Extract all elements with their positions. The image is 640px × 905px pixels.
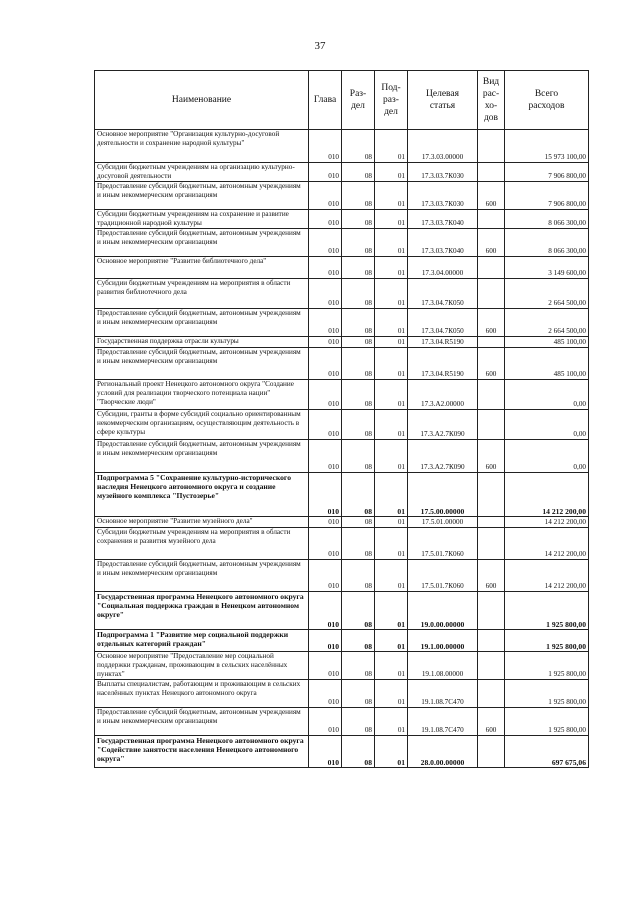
cell-glava: 010 bbox=[309, 592, 342, 630]
cell-name: Региональный проект Ненецкого автономного округа "Создание условий для реализации творческого потенциала нации" "Творческие люди" bbox=[95, 380, 309, 410]
cell-vid bbox=[478, 210, 505, 229]
cell-razdel: 08 bbox=[342, 592, 375, 630]
cell-total: 2 664 500,00 bbox=[505, 279, 589, 309]
cell-name: Основное мероприятие "Развитие библиотечного дела" bbox=[95, 257, 309, 279]
cell-glava: 010 bbox=[309, 736, 342, 768]
header-razdel: Раз- дел bbox=[342, 71, 375, 130]
cell-total: 3 149 600,00 bbox=[505, 257, 589, 279]
cell-statya: 17.5.00.00000 bbox=[408, 473, 478, 517]
cell-glava: 010 bbox=[309, 652, 342, 680]
cell-name: Подпрограмма 1 "Развитие мер социальной поддержки отдельных категорий граждан" bbox=[95, 630, 309, 652]
cell-statya: 19.0.00.00000 bbox=[408, 592, 478, 630]
cell-statya: 17.3.А2.7К090 bbox=[408, 410, 478, 440]
cell-glava: 010 bbox=[309, 517, 342, 528]
table-row bbox=[95, 708, 589, 736]
cell-vid bbox=[478, 736, 505, 768]
cell-statya: 17.5.01.7К060 bbox=[408, 528, 478, 560]
cell-name: Субсидии бюджетным учреждениям на сохранение и развитие традиционной народной культуры bbox=[95, 210, 309, 229]
cell-vid bbox=[478, 517, 505, 528]
cell-total: 0,00 bbox=[505, 440, 589, 473]
cell-total: 14 212 200,00 bbox=[505, 528, 589, 560]
cell-podrazdel: 01 bbox=[375, 182, 408, 210]
cell-glava: 010 bbox=[309, 410, 342, 440]
cell-name: Предоставление субсидий бюджетным, автономным учреждениям и иным некоммерческим организациям bbox=[95, 182, 309, 210]
cell-glava: 010 bbox=[309, 182, 342, 210]
cell-name: Выплаты специалистам, работающим и проживающим в сельских населённых пунктах Ненецкого автономного округа bbox=[95, 680, 309, 708]
cell-glava: 010 bbox=[309, 279, 342, 309]
cell-razdel: 08 bbox=[342, 736, 375, 768]
cell-podrazdel: 01 bbox=[375, 652, 408, 680]
cell-statya: 17.3.03.7К040 bbox=[408, 210, 478, 229]
cell-razdel: 08 bbox=[342, 440, 375, 473]
cell-name: Предоставление субсидий бюджетным, автономным учреждениям и иным некоммерческим организациям bbox=[95, 348, 309, 380]
header-glava: Глава bbox=[309, 71, 342, 130]
cell-statya: 19.1.00.00000 bbox=[408, 630, 478, 652]
table-row bbox=[95, 680, 589, 708]
cell-total: 0,00 bbox=[505, 410, 589, 440]
cell-razdel: 08 bbox=[342, 528, 375, 560]
cell-vid bbox=[478, 473, 505, 517]
cell-podrazdel: 01 bbox=[375, 517, 408, 528]
cell-razdel: 08 bbox=[342, 680, 375, 708]
table-row bbox=[95, 210, 589, 229]
header-statya: Целевая статья bbox=[408, 71, 478, 130]
cell-vid bbox=[478, 337, 505, 348]
cell-vid bbox=[478, 410, 505, 440]
cell-podrazdel: 01 bbox=[375, 348, 408, 380]
cell-total: 1 925 800,00 bbox=[505, 592, 589, 630]
cell-vid: 600 bbox=[478, 560, 505, 592]
table-row bbox=[95, 560, 589, 592]
cell-statya: 17.3.03.7К030 bbox=[408, 182, 478, 210]
table-row bbox=[95, 528, 589, 560]
table-row bbox=[95, 440, 589, 473]
cell-podrazdel: 01 bbox=[375, 592, 408, 630]
cell-statya: 17.3.03.00000 bbox=[408, 130, 478, 163]
cell-podrazdel: 01 bbox=[375, 279, 408, 309]
cell-statya: 17.3.А2.7К090 bbox=[408, 440, 478, 473]
cell-vid: 600 bbox=[478, 182, 505, 210]
cell-glava: 010 bbox=[309, 473, 342, 517]
cell-podrazdel: 01 bbox=[375, 560, 408, 592]
cell-razdel: 08 bbox=[342, 257, 375, 279]
cell-podrazdel: 01 bbox=[375, 309, 408, 337]
cell-podrazdel: 01 bbox=[375, 210, 408, 229]
cell-name: Основное мероприятие "Организация культурно-досуговой деятельности и сохранение народной культуры" bbox=[95, 130, 309, 163]
cell-total: 15 973 100,00 bbox=[505, 130, 589, 163]
cell-podrazdel: 01 bbox=[375, 736, 408, 768]
cell-total: 1 925 800,00 bbox=[505, 708, 589, 736]
cell-vid: 600 bbox=[478, 440, 505, 473]
cell-podrazdel: 01 bbox=[375, 130, 408, 163]
cell-razdel: 08 bbox=[342, 410, 375, 440]
cell-vid bbox=[478, 163, 505, 182]
cell-razdel: 08 bbox=[342, 517, 375, 528]
cell-razdel: 08 bbox=[342, 560, 375, 592]
table-row bbox=[95, 182, 589, 210]
cell-statya: 17.5.01.00000 bbox=[408, 517, 478, 528]
header-total: Всего расходов bbox=[505, 71, 589, 130]
cell-podrazdel: 01 bbox=[375, 473, 408, 517]
cell-statya: 17.3.03.7К030 bbox=[408, 163, 478, 182]
cell-glava: 010 bbox=[309, 337, 342, 348]
cell-razdel: 08 bbox=[342, 229, 375, 257]
table-row bbox=[95, 630, 589, 652]
header-name: Наименование bbox=[95, 71, 309, 130]
table-row bbox=[95, 473, 589, 517]
cell-podrazdel: 01 bbox=[375, 380, 408, 410]
table-row bbox=[95, 130, 589, 163]
cell-glava: 010 bbox=[309, 680, 342, 708]
cell-glava: 010 bbox=[309, 309, 342, 337]
cell-statya: 17.5.01.7К060 bbox=[408, 560, 478, 592]
cell-total: 697 675,06 bbox=[505, 736, 589, 768]
cell-glava: 010 bbox=[309, 257, 342, 279]
cell-razdel: 08 bbox=[342, 182, 375, 210]
cell-total: 485 100,00 bbox=[505, 348, 589, 380]
cell-razdel: 08 bbox=[342, 630, 375, 652]
table-row bbox=[95, 348, 589, 380]
cell-razdel: 08 bbox=[342, 380, 375, 410]
cell-total: 8 066 300,00 bbox=[505, 210, 589, 229]
cell-glava: 010 bbox=[309, 229, 342, 257]
cell-name: Предоставление субсидий бюджетным, автономным учреждениям и иным некоммерческим организациям bbox=[95, 229, 309, 257]
cell-glava: 010 bbox=[309, 163, 342, 182]
budget-table bbox=[94, 70, 589, 768]
table-row bbox=[95, 309, 589, 337]
cell-podrazdel: 01 bbox=[375, 337, 408, 348]
cell-statya: 17.3.04.R5190 bbox=[408, 348, 478, 380]
table-row bbox=[95, 592, 589, 630]
cell-glava: 010 bbox=[309, 130, 342, 163]
cell-razdel: 08 bbox=[342, 163, 375, 182]
cell-glava: 010 bbox=[309, 380, 342, 410]
cell-total: 1 925 800,00 bbox=[505, 652, 589, 680]
cell-podrazdel: 01 bbox=[375, 440, 408, 473]
cell-total: 14 212 200,00 bbox=[505, 517, 589, 528]
cell-statya: 17.3.04.7К050 bbox=[408, 279, 478, 309]
cell-glava: 010 bbox=[309, 560, 342, 592]
header-podrazdel: Под- раз- дел bbox=[375, 71, 408, 130]
cell-name: Предоставление субсидий бюджетным, автономным учреждениям и иным некоммерческим организациям bbox=[95, 309, 309, 337]
cell-total: 2 664 500,00 bbox=[505, 309, 589, 337]
table-row bbox=[95, 652, 589, 680]
cell-statya: 28.0.00.00000 bbox=[408, 736, 478, 768]
cell-glava: 010 bbox=[309, 210, 342, 229]
cell-razdel: 08 bbox=[342, 652, 375, 680]
cell-total: 14 212 200,00 bbox=[505, 473, 589, 517]
cell-razdel: 08 bbox=[342, 279, 375, 309]
cell-razdel: 08 bbox=[342, 210, 375, 229]
cell-name: Государственная программа Ненецкого автономного округа "Социальная поддержка граждан в Ненецком автономном округе" bbox=[95, 592, 309, 630]
cell-total: 14 212 200,00 bbox=[505, 560, 589, 592]
cell-name: Субсидии бюджетным учреждениям на мероприятия в области сохранения и развития музейного дела bbox=[95, 528, 309, 560]
cell-name: Предоставление субсидий бюджетным, автономным учреждениям и иным некоммерческим организациям bbox=[95, 440, 309, 473]
cell-vid bbox=[478, 592, 505, 630]
cell-total: 7 906 800,00 bbox=[505, 163, 589, 182]
cell-razdel: 08 bbox=[342, 348, 375, 380]
cell-vid bbox=[478, 380, 505, 410]
table-row bbox=[95, 517, 589, 528]
cell-statya: 17.3.03.7К040 bbox=[408, 229, 478, 257]
cell-name: Подпрограмма 5 "Сохранение культурно-исторического наследия Ненецкого автономного округа и создание музейного комплекса "Пустозерье" bbox=[95, 473, 309, 517]
cell-statya: 19.1.08.7С470 bbox=[408, 708, 478, 736]
cell-glava: 010 bbox=[309, 528, 342, 560]
cell-name: Государственная программа Ненецкого автономного округа "Содействие занятости населения Ненецкого автономного округа" bbox=[95, 736, 309, 768]
cell-statya: 17.3.04.R5190 bbox=[408, 337, 478, 348]
cell-name: Субсидии бюджетным учреждениям на организацию культурно-досуговой деятельности bbox=[95, 163, 309, 182]
cell-razdel: 08 bbox=[342, 337, 375, 348]
cell-name: Основное мероприятие "Предоставление мер социальной поддержки гражданам, проживающим в сельских населённых пунктах" bbox=[95, 652, 309, 680]
cell-name: Субсидии бюджетным учреждениям на мероприятия в области развития библиотечного дела bbox=[95, 279, 309, 309]
cell-podrazdel: 01 bbox=[375, 630, 408, 652]
header-row bbox=[95, 71, 589, 130]
cell-total: 7 906 800,00 bbox=[505, 182, 589, 210]
cell-vid bbox=[478, 279, 505, 309]
cell-podrazdel: 01 bbox=[375, 708, 408, 736]
cell-razdel: 08 bbox=[342, 708, 375, 736]
cell-podrazdel: 01 bbox=[375, 257, 408, 279]
cell-podrazdel: 01 bbox=[375, 410, 408, 440]
cell-total: 485 100,00 bbox=[505, 337, 589, 348]
cell-glava: 010 bbox=[309, 440, 342, 473]
header-vid: Вид рас- хо- дов bbox=[478, 71, 505, 130]
table-row bbox=[95, 380, 589, 410]
cell-glava: 010 bbox=[309, 348, 342, 380]
cell-razdel: 08 bbox=[342, 130, 375, 163]
cell-podrazdel: 01 bbox=[375, 229, 408, 257]
cell-total: 1 925 800,00 bbox=[505, 630, 589, 652]
cell-vid: 600 bbox=[478, 309, 505, 337]
cell-statya: 19.1.08.7С470 bbox=[408, 680, 478, 708]
cell-statya: 19.1.08.00000 bbox=[408, 652, 478, 680]
cell-podrazdel: 01 bbox=[375, 680, 408, 708]
cell-total: 1 925 800,00 bbox=[505, 680, 589, 708]
cell-vid bbox=[478, 130, 505, 163]
cell-name: Предоставление субсидий бюджетным, автономным учреждениям и иным некоммерческим организациям bbox=[95, 708, 309, 736]
table-row bbox=[95, 736, 589, 768]
cell-total: 0,00 bbox=[505, 380, 589, 410]
table-row bbox=[95, 229, 589, 257]
cell-vid bbox=[478, 630, 505, 652]
cell-name: Субсидии, гранты в форме субсидий социально ориентированным некоммерческим организациям, осуществляющим деятельность в сфере культуры bbox=[95, 410, 309, 440]
cell-glava: 010 bbox=[309, 708, 342, 736]
cell-statya: 17.3.А2.00000 bbox=[408, 380, 478, 410]
cell-razdel: 08 bbox=[342, 309, 375, 337]
cell-glava: 010 bbox=[309, 630, 342, 652]
cell-vid bbox=[478, 652, 505, 680]
cell-statya: 17.3.04.7К050 bbox=[408, 309, 478, 337]
table-row bbox=[95, 257, 589, 279]
cell-podrazdel: 01 bbox=[375, 528, 408, 560]
page-number: 37 bbox=[314, 40, 326, 52]
cell-name: Предоставление субсидий бюджетным, автономным учреждениям и иным некоммерческим организациям bbox=[95, 560, 309, 592]
cell-name: Государственная поддержка отрасли культуры bbox=[95, 337, 309, 348]
cell-podrazdel: 01 bbox=[375, 163, 408, 182]
cell-statya: 17.3.04.00000 bbox=[408, 257, 478, 279]
table-row bbox=[95, 410, 589, 440]
table-row bbox=[95, 337, 589, 348]
table-row bbox=[95, 279, 589, 309]
table-row bbox=[95, 163, 589, 182]
cell-razdel: 08 bbox=[342, 473, 375, 517]
cell-vid: 600 bbox=[478, 229, 505, 257]
cell-vid bbox=[478, 528, 505, 560]
cell-total: 8 066 300,00 bbox=[505, 229, 589, 257]
cell-vid bbox=[478, 680, 505, 708]
cell-vid: 600 bbox=[478, 708, 505, 736]
cell-vid bbox=[478, 257, 505, 279]
cell-vid: 600 bbox=[478, 348, 505, 380]
cell-name: Основное мероприятие "Развитие музейного дела" bbox=[95, 517, 309, 528]
